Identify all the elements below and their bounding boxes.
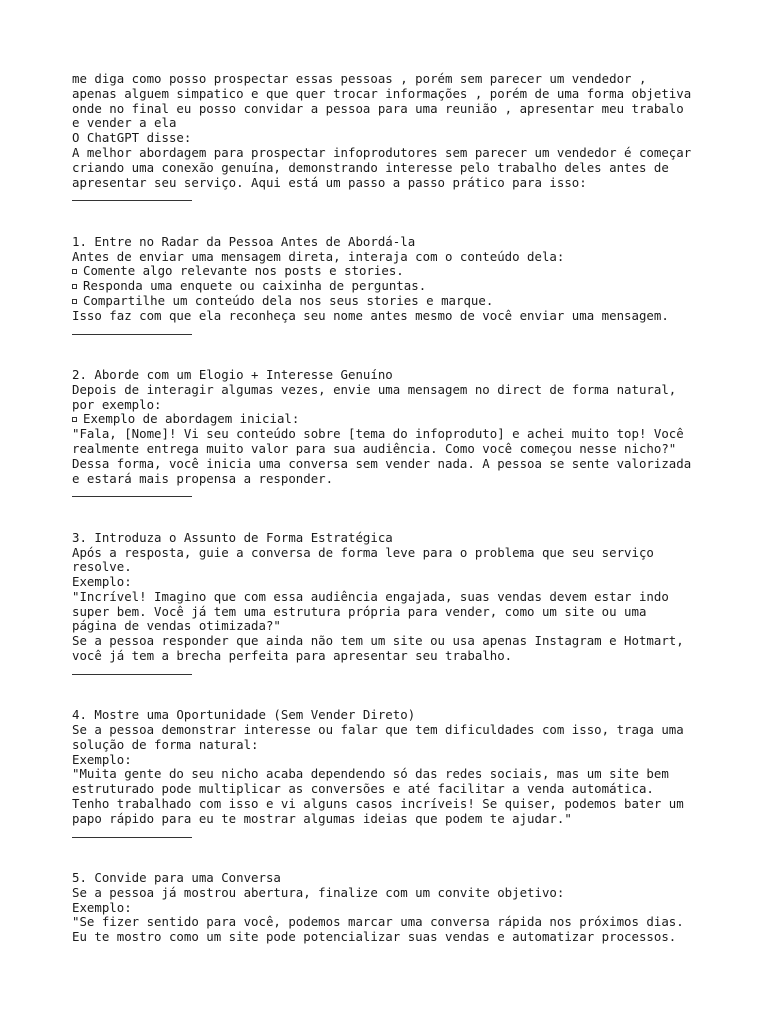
intro-block	[72, 72, 708, 190]
bullet-item: Responda uma enquete ou caixinha de perguntas.	[72, 279, 708, 294]
section-2	[72, 368, 708, 486]
text-line: Tenho trabalhado com isso e vi alguns casos incríveis! Se quiser, podemos bater um	[72, 796, 684, 812]
text-line: e estará mais propensa a responder.	[72, 470, 334, 486]
text-line: Dessa forma, você inicia uma conversa sem vender nada. A pessoa se sente valorizada	[72, 455, 692, 471]
text-line: Se a pessoa demonstrar interesse ou falar que tem dificuldades com isso, traga uma	[72, 722, 684, 738]
text-line: solução de forma natural:	[72, 736, 259, 752]
text-line: Após a resposta, guie a conversa de forma leve para o problema que seu serviço	[72, 544, 654, 560]
text-line: Exemplo:	[72, 899, 132, 915]
text-line: realmente entrega muito valor para sua audiência. Como você começou nesse nicho?"	[72, 440, 677, 456]
section-title: 3. Introduza o Assunto de Forma Estratégica	[72, 529, 393, 545]
text-line: Antes de enviar uma mensagem direta, interaja com o conteúdo dela:	[72, 248, 565, 264]
text-line: apenas alguem simpatico e que quer trocar informações , porém de uma forma objetiva	[72, 85, 692, 101]
text-line: Eu te mostro como um site pode potencializar suas vendas e automatizar processos.	[72, 929, 677, 945]
text-line: apresentar seu serviço. Aqui está um passo a passo prático para isso:	[72, 174, 587, 190]
text-line: resolve.	[72, 559, 132, 575]
text-line: me diga como posso prospectar essas pessoas , porém sem parecer um vendedor ,	[72, 71, 647, 86]
text-line: O ChatGPT disse:	[72, 130, 192, 146]
square-bullet-icon	[72, 417, 77, 422]
text-line: papo rápido para eu te mostrar algumas ideias que podem te ajudar."	[72, 810, 572, 826]
text-line: e vender a ela	[72, 115, 177, 131]
square-bullet-icon	[72, 284, 77, 289]
text-line: super bem. Você já tem uma estrutura própria para vender, como um site ou uma	[72, 603, 647, 619]
text-line: Se a pessoa já mostrou abertura, finalize com um convite objetivo:	[72, 884, 565, 900]
text-line: por exemplo:	[72, 396, 162, 412]
separator	[72, 827, 708, 842]
section-title: 1. Entre no Radar da Pessoa Antes de Abordá-la	[72, 233, 416, 249]
text-line: "Muita gente do seu nicho acaba dependendo só das redes sociais, mas um site bem	[72, 766, 669, 782]
separator	[72, 664, 708, 679]
text-line: página de vendas otimizada?"	[72, 618, 281, 634]
text-line: criando uma conexão genuína, demonstrando interesse pelo trabalho deles antes de	[72, 159, 669, 175]
text-line: Exemplo:	[72, 574, 132, 590]
section-title: 4. Mostre uma Oportunidade (Sem Vender Direto)	[72, 707, 416, 723]
separator	[72, 486, 708, 501]
text-line: A melhor abordagem para prospectar infoprodutores sem parecer um vendedor é começar	[72, 144, 692, 160]
section-3	[72, 531, 708, 664]
section-1	[72, 235, 708, 324]
text-line: Depois de interagir algumas vezes, envie uma mensagem no direct de forma natural,	[72, 381, 677, 397]
text-line: estruturado pode multiplicar as conversões e até facilitar a venda automática.	[72, 781, 654, 797]
text-line: Exemplo:	[72, 751, 132, 767]
separator	[72, 190, 708, 205]
text-line: "Fala, [Nome]! Vi seu conteúdo sobre [tema do infoproduto] e achei muito top! Você	[72, 426, 684, 442]
bullet-item: Compartilhe um conteúdo dela nos seus stories e marque.	[72, 294, 708, 309]
section-title: 2. Aborde com um Elogio + Interesse Genuíno	[72, 366, 393, 382]
text-line: "Incrível! Imagino que com essa audiência engajada, suas vendas devem estar indo	[72, 588, 669, 604]
section-4	[72, 708, 708, 826]
separator	[72, 324, 708, 339]
text-line: Isso faz com que ela reconheça seu nome antes mesmo de você enviar uma mensagem.	[72, 307, 669, 323]
bullet-item: Comente algo relevante nos posts e stories.	[72, 264, 708, 279]
text-line: Se a pessoa responder que ainda não tem um site ou usa apenas Instagram e Hotmart,	[72, 633, 684, 649]
text-line: onde no final eu posso convidar a pessoa para uma reunião , apresentar meu trabalo	[72, 100, 684, 116]
square-bullet-icon	[72, 269, 77, 274]
text-line: você já tem a brecha perfeita para apresentar seu trabalho.	[72, 648, 513, 664]
text-line: "Se fizer sentido para você, podemos marcar uma conversa rápida nos próximos dias.	[72, 914, 684, 930]
bullet-item: Exemplo de abordagem inicial:	[72, 412, 708, 427]
section-title: 5. Convide para uma Conversa	[72, 870, 281, 886]
square-bullet-icon	[72, 299, 77, 304]
section-5	[72, 871, 708, 945]
